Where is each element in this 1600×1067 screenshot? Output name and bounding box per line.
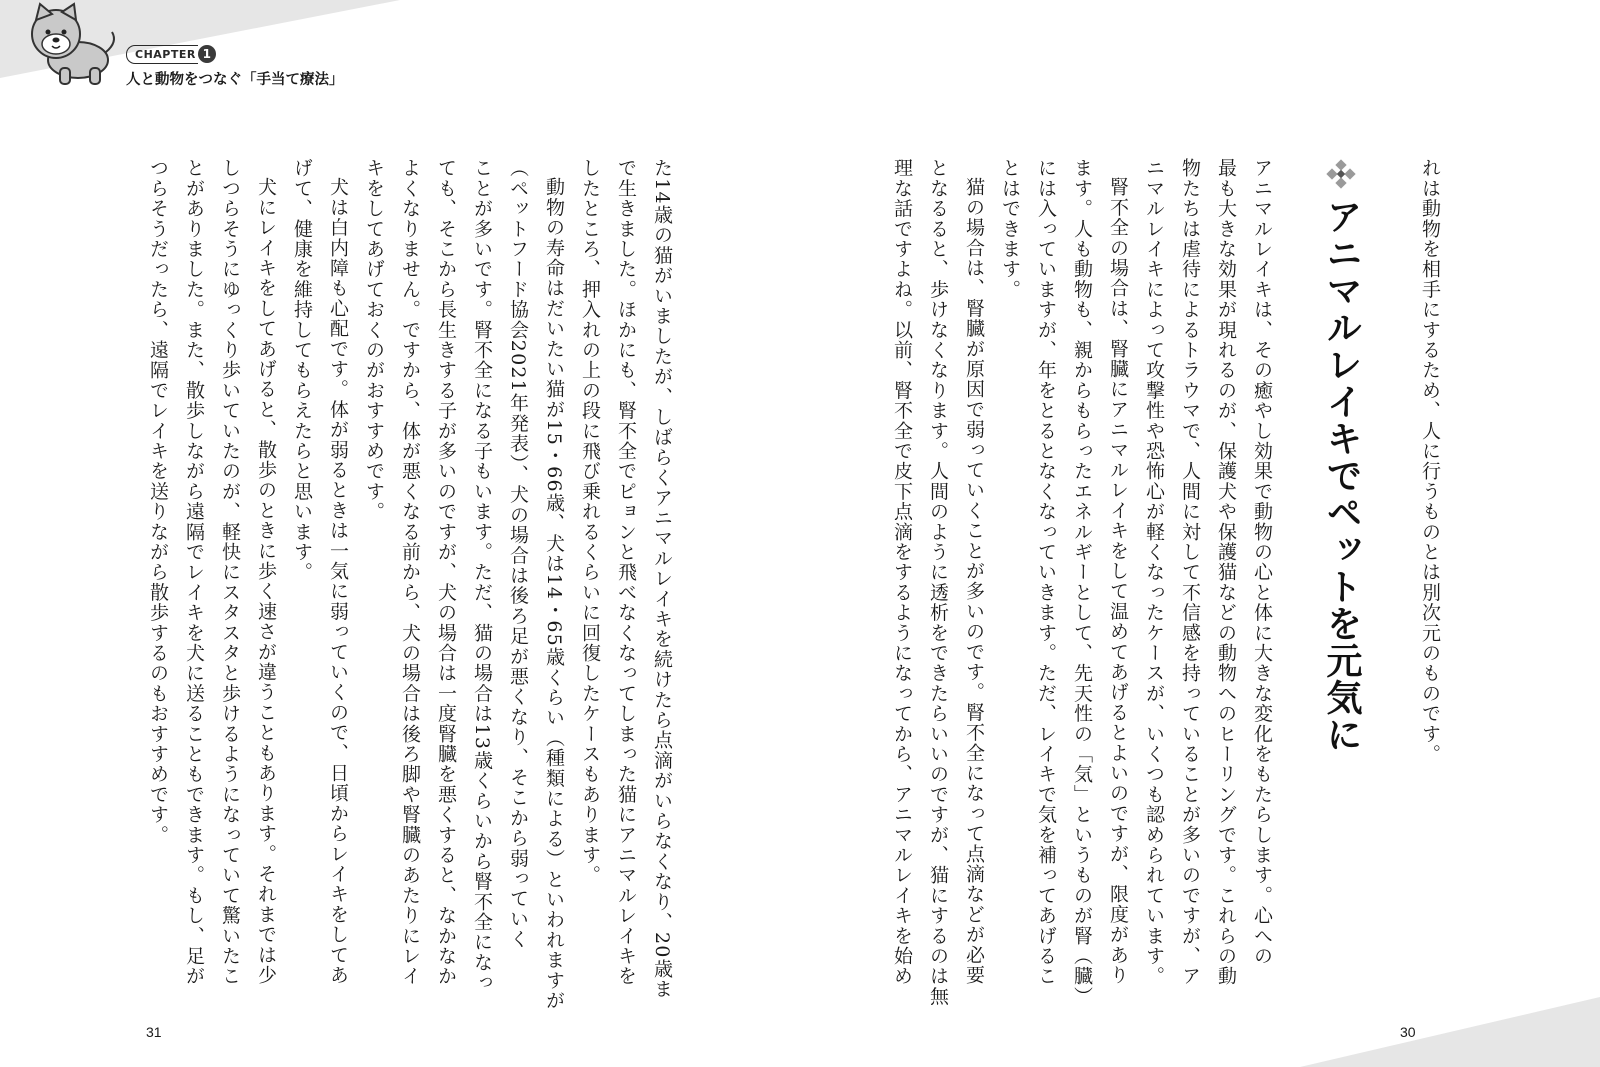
chapter-label: CHAPTER [126,45,198,64]
body-text-line: 猫の場合は、腎臓が原因で弱っていくことが多いのです。腎不全になって点滴などが必要 [963,177,985,985]
body-text-line: 犬は白内障も心配です。体が弱るときは一気に弱っていくので、日頃からレイキをしてあ [327,177,349,985]
body-text-line: （ペットフード協会2021年発表）、犬の場合は後ろ足が悪くなり、そこから弱っていく [507,158,529,950]
body-text-line: ニマルレイキによって攻撃性や恐怖心が軽くなったケースが、いくつも認められています。 [1143,158,1165,987]
diamond-ornament-icon [1325,160,1357,192]
body-text-line: れは動物を相手にするため、人に行うものとは別次元のものです。 [1419,158,1441,764]
chapter-header [0,0,420,100]
body-text-line: げて、健康を維持してもらえたらと思います。 [291,158,313,583]
body-text-line: 犬にレイキをしてあげると、散歩のときに歩く速さが違うこともあります。それまでは少 [255,177,277,985]
body-text-line: となるると、歩けなくなります。人間のように透析をできたらいいのですが、猫にするのは無 [927,158,949,1007]
body-text-line: ます。人も動物も、親からもらったエネルギーとして、先天性の「気」というものが腎（臓） [1071,158,1093,1007]
corner-decoration [1300,997,1600,1067]
body-text-line: 最も大きな効果が現れるのが、保護犬や保護猫などの動物へのヒーリングです。これらの動 [1215,158,1237,987]
body-text-line: とがありました。また、散歩しながら遠隔でレイキを犬に送ることもできます。もし、足が [183,158,205,987]
body-text-line: したところ、押入れの上の段に飛び乗れるくらいに回復したケースもあります。 [579,158,601,886]
body-text-line: 腎不全の場合は、腎臓にアニマルレイキをして温めてあげるとよいのですが、限度があり [1107,177,1129,985]
body-text-line: キをしてあげておくのがおすすめです。 [363,158,385,522]
body-text-line: 理な話ですよね。以前、腎不全で皮下点滴をするようになってから、アニマルレイキを始め [891,158,913,987]
body-text-line: とはできます。 [999,158,1021,300]
chapter-number: 1 [198,45,216,63]
section-heading [1318,160,1364,753]
dog-mascot-icon [16,2,120,88]
body-text-line: には入っていますが、年をとるとなくなっていきます。ただ、レイキで気を補ってあげるこ [1035,158,1057,987]
body-text-line: つらそうだったら、遠隔でレイキを送りながら散歩するのもおすすめです。 [147,158,169,845]
section-heading-text: アニマルレイキでペットを元気に [1321,198,1362,753]
body-text-line: で生きました。ほかにも、腎不全でピョンと飛べなくなってしまった猫にアニマルレイキを [615,158,637,987]
page-number: 31 [146,1024,162,1040]
chapter-title: 人と動物をつなぐ「手当て療法」 [126,72,344,88]
body-text-line: しつらそうにゆっくり歩いていたのが、軽快にスタスタと歩けるようになっていて驚いたこ [219,158,241,987]
body-text-line: ことが多いです。腎不全になる子もいます。ただ、猫の場合は13歳くらいから腎不全になっ [471,158,493,993]
body-text-line: アニマルレイキは、その癒やし効果で動物の心と体に大きな変化をもたらします。心への [1251,158,1273,966]
body-text-line: た14歳の猫がいましたが、しばらくアニマルレイキを続けたら点滴がいらなくなり、20歳ま [651,158,673,999]
chapter-badge [126,44,216,64]
page-number: 30 [1400,1024,1416,1040]
body-text-line: よくなりません。ですから、体が悪くなる前から、犬の場合は後ろ脚や腎臓のあたりにレイ [399,158,421,987]
body-text-line: ても、そこから長生きする子が多いのですが、犬の場合は一度腎臓を悪くすると、なかなか [435,158,457,987]
body-text-line: 物たちは虐待によるトラウマで、人間に対して不信感を持っていることが多いのですが、ア [1179,158,1201,987]
body-text-line: 動物の寿命はだいたい猫が15・66歳、犬は14・65歳くらい（種類による）といわれますが [543,177,565,1011]
